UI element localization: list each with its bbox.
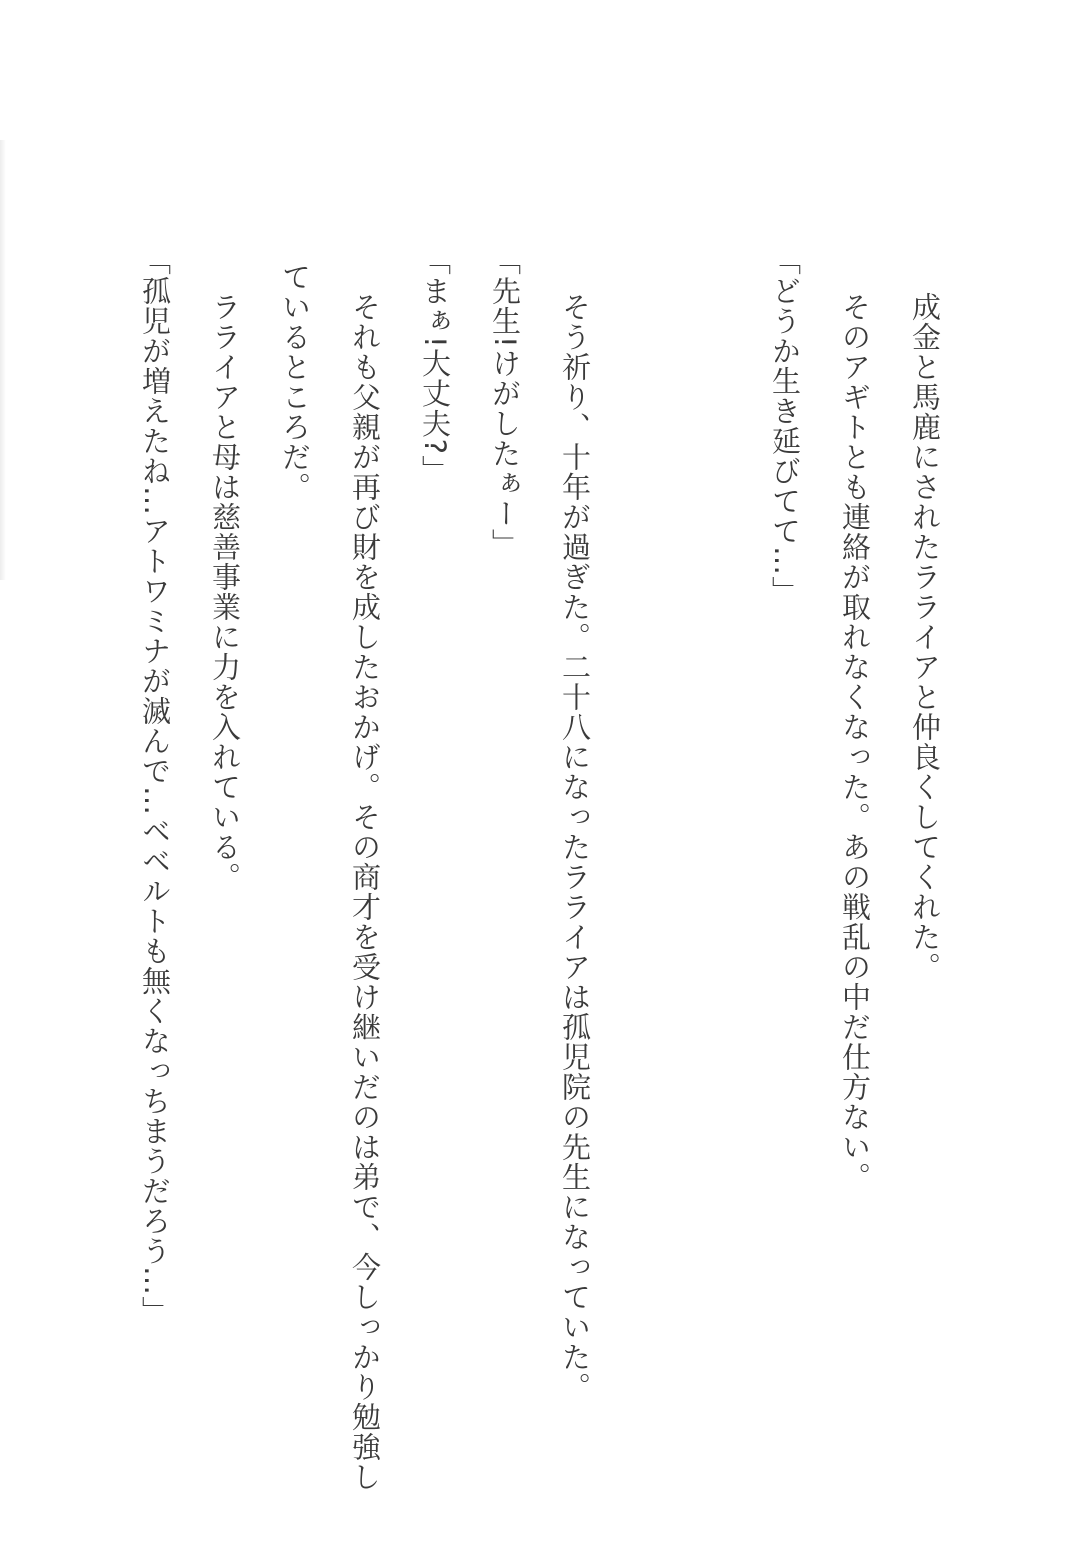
text-line-9: ているところだ。	[278, 262, 312, 502]
page-edge-shadow	[0, 140, 6, 580]
text-line-10: ラライアと母は慈善事業に力を入れている。	[208, 262, 242, 892]
text-line-11: 「孤児が増えたね…アトワミナが滅んで…ベベルトも無くなっちまうだろう…」	[138, 246, 172, 1326]
text-line-1: 成金と馬鹿にされたラライアと仲良くしてくれた。	[908, 262, 942, 982]
text-line-2: そのアギトとも連絡が取れなくなった。あの戦乱の中だ仕方ない。	[838, 262, 872, 1192]
text-line-6: 「先生!けがしたぁー」	[488, 246, 522, 559]
text-line-8: それも父親が再び財を成したおかげ。その商才を受け継いだのは弟で、今しっかり勉強し	[348, 262, 382, 1492]
text-line-3: 「どうか生き延びてて…」	[768, 246, 802, 606]
text-line-5: そう祈り、十年が過ぎた。二十八になったラライアは孤児院の先生になっていた。	[558, 262, 592, 1402]
text-line-7: 「まぁ!大丈夫?」	[418, 246, 452, 486]
